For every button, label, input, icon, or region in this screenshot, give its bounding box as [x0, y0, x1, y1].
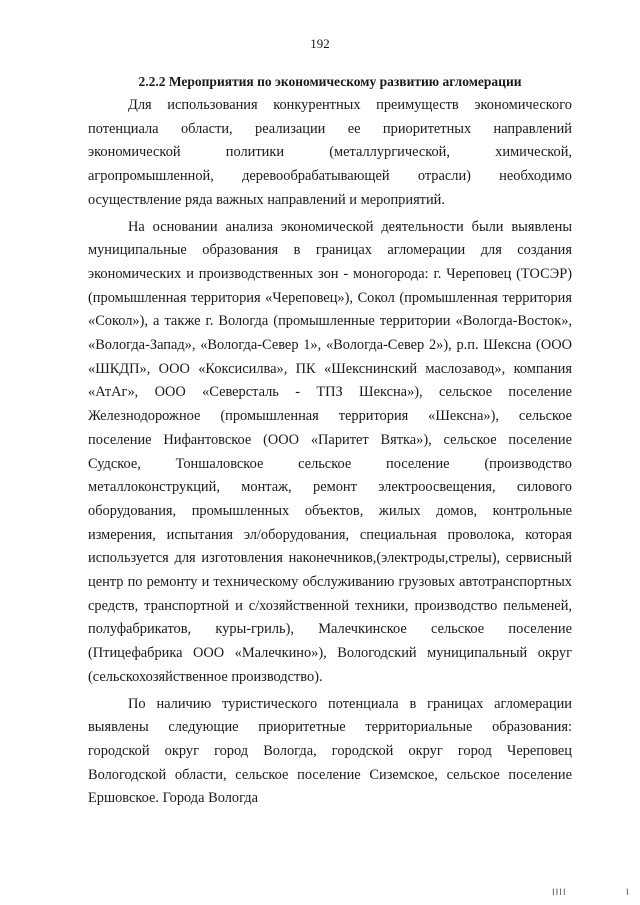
footer-mark: IIII — [552, 888, 567, 898]
paragraph-2: На основании анализа экономической деятельности были выявлены муниципальные образования в границах агломерации для создания экономических и производственных зон - моногорода: г. Череповец (ТОСЭР) (промышленная территория «Череповец»), Сокол (промышленная территория «Сокол»), а также г. Вологда (промышленные территории «Вологда-Восток», «Вологда-Запад», «Вологда-Север 1», «Вологда-Север 2»), р.п. Шексна (ООО «ШКДП», ООО «Коксисилва», ПК «Шекснинский маслозавод», компания «АтАг», ООО «Северсталь - ТПЗ Шексна»), сельское поселение Железнодорожное (промышленная территория «Шексна»), сельское поселение Нифантовское (ООО «Паритет Вятка»), сельское поселение Судское, Тоншаловское сельское поселение (производство металлоконструкций, монтаж, ремонт электроосвещения, силового оборудования, промышленных объектов, жилых домов, контрольные измерения, испытания эл/оборудования, специальная проволока, которая используется для изготовления наконечников,(электроды,стрелы), сервисный центр по ремонту и техническому обслуживанию грузовых автотранспортных средств, транспортной и с/хозяйственной техники, производство пельменей, полуфабрикатов, куры-гриль), Малечкинское сельское поселение (Птицефабрика ООО «Малечкино»), Вологодский муниципальный округ (сельскохозяйственное производство). — [88, 218, 572, 685]
section-heading: 2.2.2 Мероприятия по экономическому развитию агломерации — [138, 74, 522, 89]
paragraph-1: Для использования конкурентных преимуществ экономического потенциала области, реализации ее приоритетных направлений экономической политики (металлургической, химической, агропромышленной, деревообрабатывающей отрасли) необходимо осуществление ряда важных направлений и мероприятий. — [88, 97, 572, 208]
footer-tick: I — [626, 888, 629, 898]
body-text — [88, 94, 572, 814]
page-number: 192 — [310, 36, 330, 51]
paragraph-3: По наличию туристического потенциала в границах агломерации выявлены следующие приоритетные территориальные образования: городской округ город Вологда, городской округ город Череповец Вологодской области, сельское поселение Сиземское, сельское поселение Ершовское. Города Вологда — [88, 695, 572, 807]
